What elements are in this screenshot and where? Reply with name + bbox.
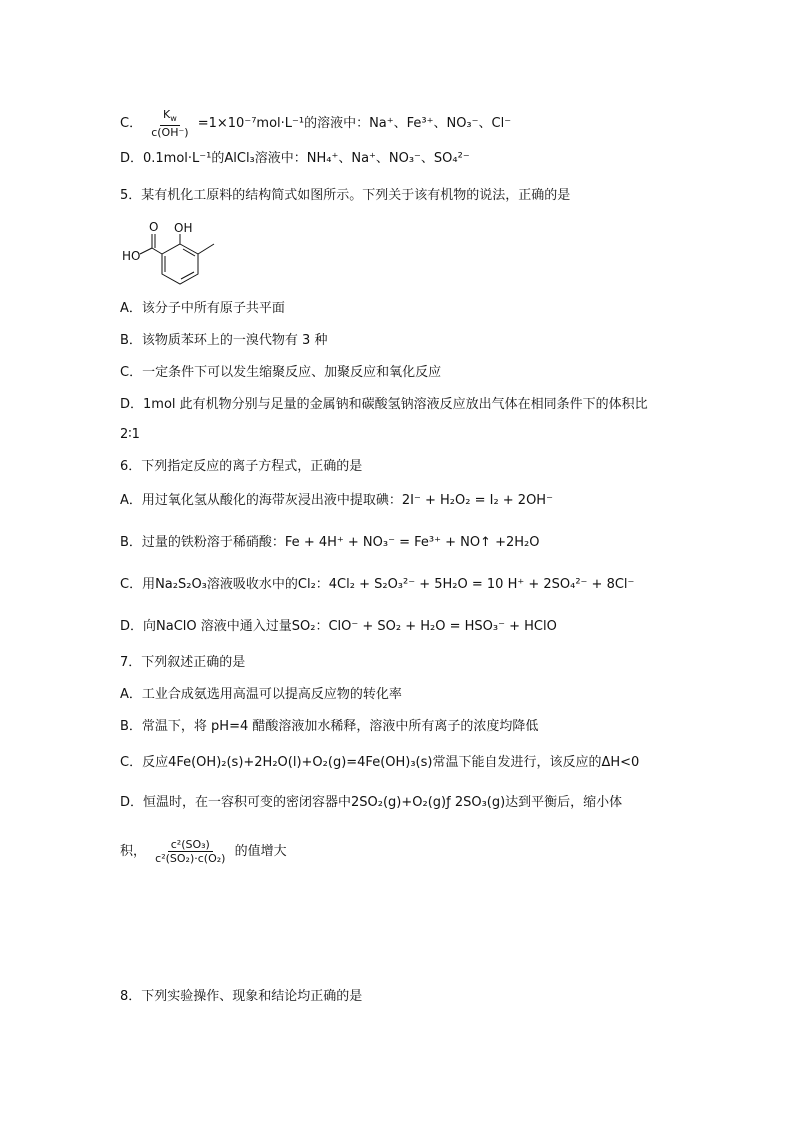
option-b-q7: B．常温下，将 pH=4 醋酸溶液加水稀释，溶液中所有离子的浓度均降低: [120, 719, 539, 734]
question-6: 6．下列指定反应的离子方程式，正确的是: [120, 459, 363, 474]
structure-diagram: [120, 220, 240, 292]
ho-label: HO: [122, 249, 141, 263]
option-a-q7: A．工业合成氨选用高温可以提高反应物的转化率: [120, 687, 402, 702]
carboxyl-bond: [152, 248, 162, 254]
option-c-q6: C．用Na₂S₂O₃溶液吸收水中的Cl₂：4Cl₂ + S₂O₃²⁻ + 5H₂O = 10 H⁺ + 2SO₄²⁻ + 8Cl⁻: [120, 577, 635, 592]
option-d-q5: D．1mol 此有机物分别与足量的金属钠和碳酸氢钠溶液反应放出气体在相同条件下的体积比: [120, 397, 648, 412]
oh-label: OH: [174, 221, 193, 235]
option-d-q4: D．0.1mol·L⁻¹的AlCl₃溶液中：NH₄⁺、Na⁺、NO₃⁻、SO₄²⁻: [120, 151, 470, 166]
option-c-q4: C． $\frac{K_w}{c(OH^-)}$ =1×10⁻⁷mol·L⁻¹的溶液中：Na⁺、Fe³⁺、NO₃⁻、Cl⁻: [120, 108, 512, 140]
option-b-q5: B．该物质苯环上的一溴代物有 3 种: [120, 333, 328, 348]
o-label: O: [149, 220, 159, 234]
question-8: 8．下列实验操作、现象和结论均正确的是: [120, 989, 363, 1004]
methyl-bond: [198, 244, 214, 254]
option-d-q7-cont: 积， $\frac{\text{c²(SO₃)}}{\text{c²(SO₂)·c(O₂)}}$ 的值增大: [120, 838, 287, 865]
option-c-q5: C．一定条件下可以发生缩聚反应、加聚反应和氧化反应: [120, 365, 442, 380]
option-a-q6: A．用过氧化氢从酸化的海带灰浸出液中提取碘：2I⁻ + H₂O₂ = I₂ + 2OH⁻: [120, 493, 553, 508]
fraction-kw-over-oh: $\frac{K_w}{c(OH^-)}$: [151, 108, 189, 140]
option-d-q6: D．向NaClO 溶液中通入过量SO₂：ClO⁻ + SO₂ + H₂O = HSO₃⁻ + HClO: [120, 619, 557, 634]
option-d-q5-cont: 2∶1: [120, 427, 140, 442]
benzene-ring: [162, 244, 198, 284]
option-c-q7: C．反应4Fe(OH)₂(s)+2H₂O(l)+O₂(g)=4Fe(OH)₃(s)常温下能自发进行，该反应的ΔH<0: [120, 755, 640, 770]
option-b-q6: B．过量的铁粉溶于稀硝酸：Fe + 4H⁺ + NO₃⁻ = Fe³⁺ + NO↑ +2H₂O: [120, 535, 540, 550]
option-a-q5: A．该分子中所有原子共平面: [120, 301, 285, 316]
fraction-equilibrium-ratio: $\frac{\text{c²(SO₃)}}{\text{c²(SO₂)·c(O₂)}}$: [155, 838, 226, 865]
hydroxyl-bond: [140, 248, 152, 254]
ring-double-bond: [181, 272, 194, 279]
question-5: 5．某有机化工原料的结构简式如图所示。下列关于该有机物的说法，正确的是: [120, 188, 571, 203]
question-7: 7．下列叙述正确的是: [120, 655, 246, 670]
ring-double-bond: [183, 249, 195, 256]
option-d-q7: D．恒温时，在一容积可变的密闭容器中2SO₂(g)+O₂(g)ƒ 2SO₃(g)达到平衡后，缩小体: [120, 795, 623, 810]
